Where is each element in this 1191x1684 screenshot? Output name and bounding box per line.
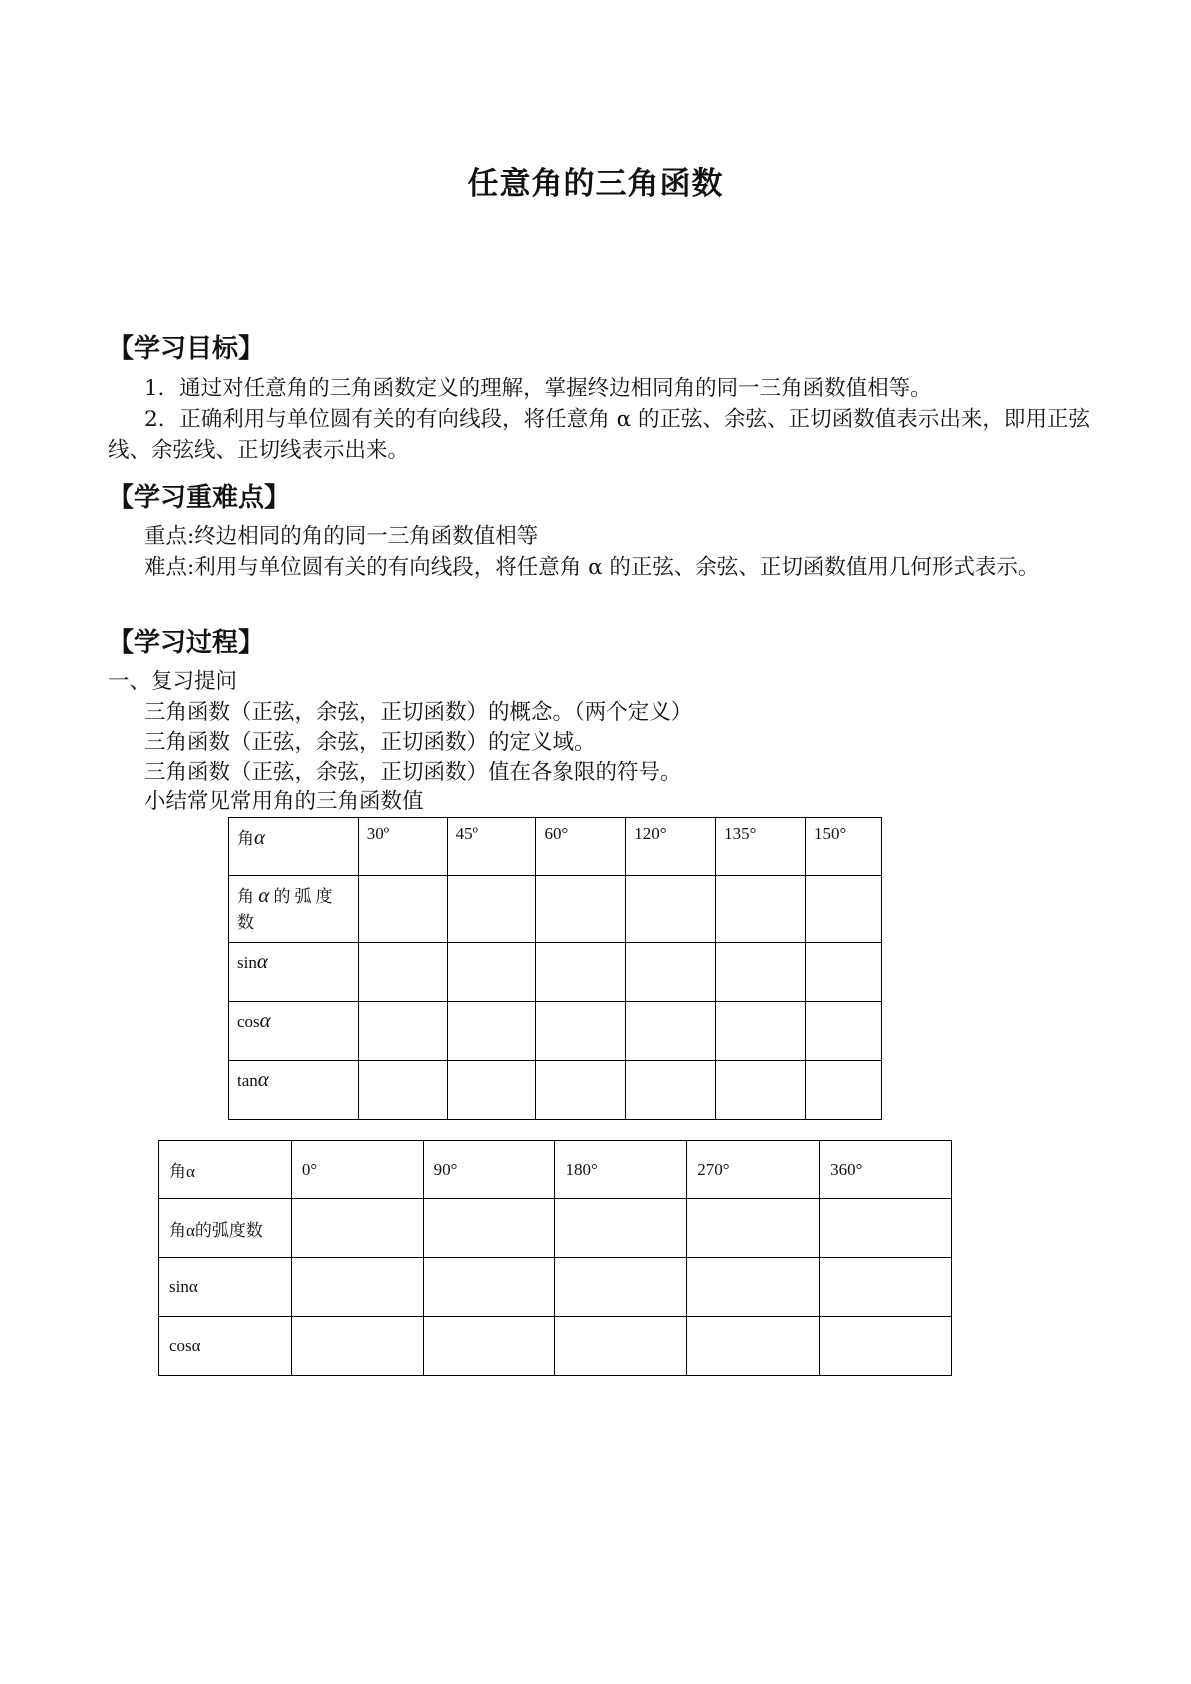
table-cell[interactable] (358, 876, 447, 943)
angle-header: 30º (358, 818, 447, 876)
table-cell[interactable] (626, 1002, 716, 1061)
table-cell[interactable] (358, 1002, 447, 1061)
table-cell[interactable] (626, 943, 716, 1002)
table-cell[interactable] (806, 943, 882, 1002)
table-cell[interactable] (291, 1258, 423, 1317)
row-label-angle: 角α (229, 818, 359, 876)
table-row (229, 876, 882, 943)
table-cell[interactable] (536, 876, 626, 943)
table-cell[interactable] (536, 943, 626, 1002)
table-cell[interactable] (423, 1258, 555, 1317)
angle-header: 0° (291, 1141, 423, 1199)
table-cell[interactable] (687, 1317, 820, 1376)
row-label-tan: tanα (229, 1061, 359, 1120)
table-cell[interactable] (626, 1061, 716, 1120)
table-cell[interactable] (626, 876, 716, 943)
key-points-heading: 【学习重难点】 (108, 483, 291, 513)
angle-header: 135° (716, 818, 806, 876)
table-cell[interactable] (820, 1199, 952, 1258)
angle-header: 360° (820, 1141, 952, 1199)
table-cell[interactable] (358, 1061, 447, 1120)
table-row (159, 1199, 952, 1258)
table-cell[interactable] (536, 1061, 626, 1120)
review-subheading: 一、复习提问 (108, 669, 238, 694)
table-cell[interactable] (820, 1317, 952, 1376)
objective-item-2: 2．正确利用与单位圆有关的有向线段，将任意角 α 的正弦、余弦、正切函数值表示出来，即用正弦线、余弦线、正切线表示出来。 (108, 407, 1090, 463)
row-label-angle: 角α (159, 1141, 292, 1199)
table-cell[interactable] (716, 1002, 806, 1061)
table-cell[interactable] (291, 1199, 423, 1258)
table-cell[interactable] (687, 1258, 820, 1317)
table-row (229, 1061, 882, 1120)
angle-header: 270° (687, 1141, 820, 1199)
table-cell[interactable] (716, 1061, 806, 1120)
objective-item-1: 1．通过对任意角的三角函数定义的理解，掌握终边相同角的同一三角函数值相等。 (144, 376, 932, 401)
table-cell[interactable] (820, 1258, 952, 1317)
common-angles-table (228, 817, 882, 1120)
review-question-3: 三角函数（正弦，余弦，正切函数）值在各象限的符号。 (144, 760, 682, 785)
angle-header: 120° (626, 818, 716, 876)
angle-header: 150° (806, 818, 882, 876)
angle-header: 180° (555, 1141, 687, 1199)
row-label-sin: sinα (229, 943, 359, 1002)
table-row (229, 818, 882, 876)
table-cell[interactable] (358, 943, 447, 1002)
table-cell[interactable] (806, 1061, 882, 1120)
table-cell[interactable] (423, 1199, 555, 1258)
table-cell[interactable] (291, 1317, 423, 1376)
table-cell[interactable] (555, 1317, 687, 1376)
objectives-heading: 【学习目标】 (108, 334, 265, 364)
table-cell[interactable] (555, 1199, 687, 1258)
table-cell[interactable] (716, 943, 806, 1002)
review-summary: 小结常见常用角的三角函数值 (144, 789, 424, 814)
angle-header: 45º (447, 818, 536, 876)
quadrantal-angles-table (158, 1140, 952, 1376)
table-cell[interactable] (423, 1317, 555, 1376)
row-label-cos: cosα (229, 1002, 359, 1061)
table-row (159, 1317, 952, 1376)
difficulty-point: 难点:利用与单位圆有关的有向线段，将任意角 α 的正弦、余弦、正切函数值用几何形式表示。 (144, 555, 1040, 580)
table-cell[interactable] (806, 876, 882, 943)
table-cell[interactable] (447, 876, 536, 943)
angle-header: 60° (536, 818, 626, 876)
table-cell[interactable] (447, 943, 536, 1002)
table-row (159, 1258, 952, 1317)
row-label-cos: cosα (159, 1317, 292, 1376)
process-heading: 【学习过程】 (108, 628, 265, 658)
review-question-1: 三角函数（正弦，余弦，正切函数）的概念。（两个定义） (144, 700, 693, 725)
table-cell[interactable] (447, 1061, 536, 1120)
table-cell[interactable] (687, 1199, 820, 1258)
table-cell[interactable] (536, 1002, 626, 1061)
row-label-radians: 角α的弧度数 (159, 1199, 292, 1258)
page-title: 任意角的三角函数 (467, 166, 724, 202)
table-row (229, 943, 882, 1002)
angle-header: 90° (423, 1141, 555, 1199)
table-row (229, 1002, 882, 1061)
table-row (159, 1141, 952, 1199)
table-cell[interactable] (716, 876, 806, 943)
table-cell[interactable] (555, 1258, 687, 1317)
focus-point: 重点:终边相同的角的同一三角函数值相等 (144, 524, 539, 549)
row-label-sin: sinα (159, 1258, 292, 1317)
row-label-radians: 角 α 的弧度数 (229, 876, 359, 943)
table-cell[interactable] (447, 1002, 536, 1061)
table-cell[interactable] (806, 1002, 882, 1061)
review-question-2: 三角函数（正弦，余弦，正切函数）的定义域。 (144, 730, 596, 755)
